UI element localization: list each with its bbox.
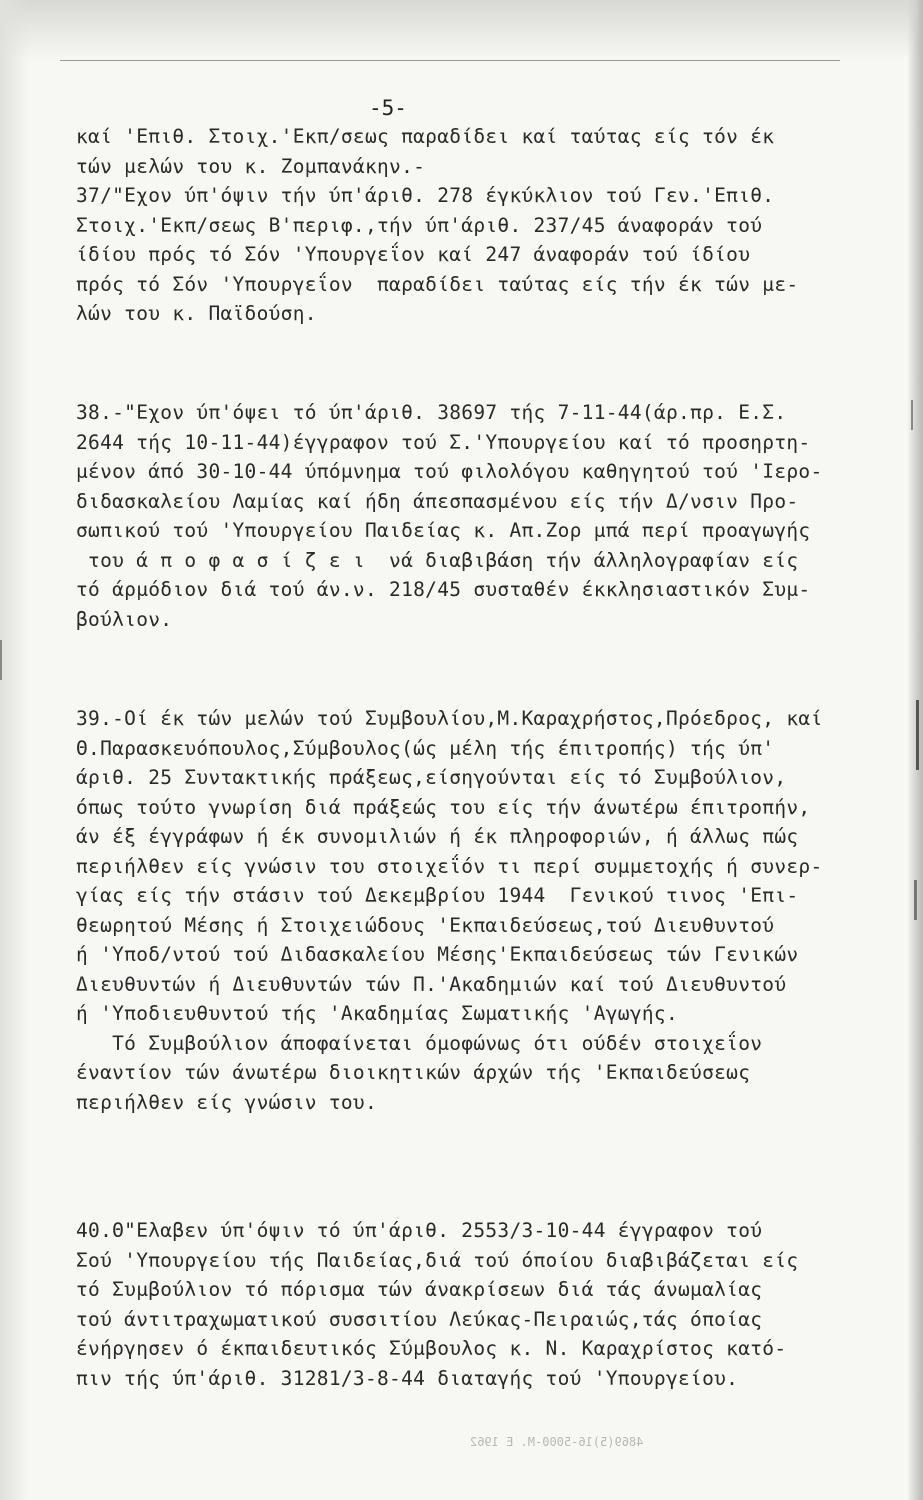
text-line: Διευθυντών ή Διευθυντών τών Π.'Ακαδημιών καί τού Διευθυντού [76,972,787,996]
text-line: ένήργησεν ό έκπαιδευτικός Σύμβουλος κ. Ν. Καραχρίστος κατό- [76,1337,787,1360]
text-line: 37/"Εχον ύπ'όψιν τήν ύπ'άριθ. 278 έγκύκλιον τού Γεν.'Επιθ. [76,184,775,207]
text-line: άριθ. 25 Συντακτικής πράξεως,είσηγούνται είς τό Συμβούλιον, [76,766,787,789]
printer-imprint: 4869(5)16-5000-M. E 1962 [470,1435,644,1449]
text-line: 38.-"Εχον ύπ'όψει τό ύπ'άριθ. 38697 τής 7-11-44(άρ.πρ. Ε.Σ. [76,401,787,424]
text-line: ή 'Υποδ/ντού τού Διδασκαλείου Μέσης'Εκπαιδεύσεως τών Γενικών [76,943,799,966]
text-line: τό άρμόδιον διά τού άν.ν. 218/45 συσταθέν έκκλησιαστικόν Συμ- [76,578,811,601]
text-line: Σού 'Υπουργείου τής Παιδείας,διά τού όποίου διαβιβάζεται είς [76,1248,799,1272]
text-line: σωπικού τού 'Υπουργείου Παιδείας κ. Απ.Ζορ μπά περί προαγωγής [76,519,811,542]
text-line: περιήλθεν είς γνώσιν του στοιχεΐόν τι περί συμμετοχής ή συνερ- [76,854,823,878]
text-line: άν έξ έγγράφων ή έκ συνομιλιών ή έκ πληροφοριών, ή άλλως πώς [76,825,799,848]
scan-shadow-top [0,0,923,60]
text-line: πιν τής ύπ'άριθ. 31281/3-8-44 διαταγής τού 'Υπουργείου. [76,1366,739,1390]
text-line: διδασκαλείου Λαμίας καί ήδη άπεσπασμένου είς τήν Δ/νσιν Προ- [76,489,799,513]
scan-shadow-left [0,0,30,1500]
text-line: 39.-Οί έκ τών μελών τού Συμβουλίου,Μ.Καραχρήστος,Πρόεδρος, καί [76,707,823,730]
header-rule [60,60,840,61]
scan-mark [911,400,913,430]
paragraph-38 [76,398,896,634]
text-line: ίδίου πρός τό Σόν 'Υπουργεΐον καί 247 άναφοράν τού ίδίου [76,243,751,266]
paragraph-39 [76,704,896,1117]
text-line: λών του κ. Παϊδούση. [76,302,317,325]
text-line: Στοιχ.'Εκπ/σεως Β'περιφ.,τήν ύπ'άριθ. 237/45 άναφοράν τού [76,213,763,237]
scan-mark [916,700,919,770]
text-line: περιήλθεν είς γνώσιν του. [76,1090,377,1114]
text-line: ή 'Υποδιευθυντού τής 'Ακαδημίας Σωματικής 'Αγωγής. [76,1002,678,1025]
text-line: όπως τούτο γνωρίση διά πράξεώς του είς τήν άνωτέρω έπιτροπήν, [76,795,811,819]
text-line: πρός τό Σόν 'Υπουργεΐον παραδίδει ταύτας είς τήν έκ τών με- [76,272,799,296]
text-line: Θ.Παρασκευόπουλος,Σύμβουλος(ώς μέλη τής έπιτροπής) τής ύπ' [76,736,775,760]
text-line: τού άντιτραχωματικού συσσιτίου Λεύκας-Πειραιώς,τάς όποίας [76,1307,763,1331]
paragraph-40 [76,1216,896,1393]
text-line: τών μελών του κ. Ζομπανάκην.- [76,154,426,178]
page-number: -5- [369,96,407,120]
text-line: τό Συμβούλιον τό πόρισμα τών άνακρίσεων διά τάς άνωμαλίας [76,1278,763,1301]
scan-mark [914,880,917,920]
scan-mark [0,640,2,680]
text-line: έναντίον τών άνωτέρω διοικητικών άρχών τής 'Εκπαιδεύσεως [76,1061,751,1084]
paragraph-37 [76,122,896,329]
text-line: βούλιον. [76,607,173,631]
text-line: θεωρητού Μέσης ή Στοιχειώδους 'Εκπαιδεύσεως,τού Διευθυντού [76,913,775,937]
text-line: 2644 τής 10-11-44)έγγραφον τού Σ.'Υπουργείου καί τό προσηρτη- [76,430,811,454]
text-line: μένον άπό 30-10-44 ύπόμνημα τού φιλολόγου καθηγητού τού 'Ιερο- [76,460,823,483]
text-line: καί 'Επιθ. Στοιχ.'Εκπ/σεως παραδίδει καί ταύτας είς τόν έκ [76,125,775,148]
text-line: Τό Συμβούλιον άποφαίνεται όμοφώνως ότι ούδέν στοιχεΐον [76,1031,763,1055]
binding-edge [907,0,923,1500]
text-line: 40.Θ"Ελαβεν ύπ'όψιν τό ύπ'άριθ. 2553/3-10-44 έγγραφον τού [76,1219,763,1242]
text-line: του ά π ο φ α σ ί ζ ε ι νά διαβιβάση τήν άλληλογραφίαν είς [76,548,799,572]
text-line: γίας είς τήν στάσιν τού Δεκεμβρίου 1944 Γενικού τινος 'Επι- [76,884,799,907]
